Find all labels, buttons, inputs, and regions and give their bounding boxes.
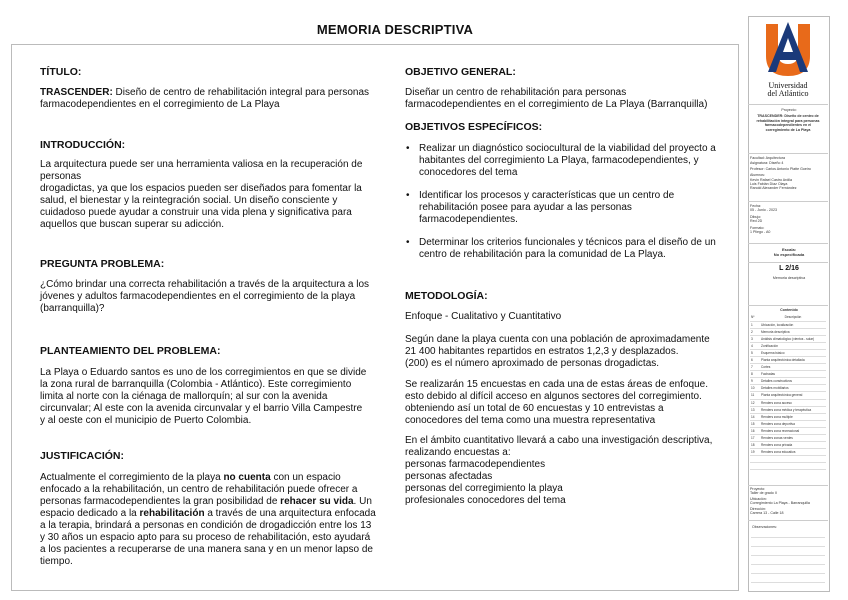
just-line: a los pacientes a recuperarse de una manera sana y en un menor lapso de [40,544,373,555]
escala-value: No especificada [773,252,805,257]
ubicacion-label: Ubicación: [750,496,767,501]
formato-label: Formato: [750,225,765,230]
contenido-description [760,463,826,470]
contenido-number: 6 [750,356,760,363]
just-text: . Un [353,496,372,507]
contenido-col-header: Descripción [760,314,826,321]
contenido-number: 16 [750,427,760,434]
intro-line: drogadictas, ya que los espacios pueden ser diseñados para fomentar la [40,183,362,194]
escala-label: Escala: [781,247,796,252]
info-line: Facultad: Arquitectura [750,156,785,160]
contenido-row [750,427,826,434]
metodologia-line: esto debido al difícil acceso en algunos sectores del corregimiento. [405,391,702,402]
contenido-description: Renders zona deportiva [760,420,826,427]
contenido-number: 7 [750,364,760,371]
just-text: espacio dedicado a la [40,508,140,519]
intro-line: La arquitectura puede ser una herramienta valiosa en la recuperación de [40,159,363,170]
metodologia-line: realizando encuestas a: [405,447,511,458]
contenido-description: Análisis climatológico (vientos - solar) [760,335,826,342]
just-bold: rehacer su vida [280,496,354,507]
metodologia-paragraph-2 [405,379,725,427]
contenido-description: Renders zona acceso [760,399,826,406]
contenido-row [750,342,826,349]
contenido-number: 17 [750,435,760,442]
contenido-number: 1 [750,321,760,328]
pregunta-line: (barranquilla)? [40,303,105,314]
observaciones-line [751,546,825,547]
contenido-table [750,314,826,470]
planteamiento-text [40,367,385,427]
objetivos-especificos-list [405,143,725,272]
contenido-description: Renders zona médica y terapéutica [760,406,826,413]
lamina-number: L 2/16 [779,265,799,272]
just-line: tiempo. [40,556,73,567]
metodologia-line: Se realizarán 15 encuestas en cada una de estas áreas de enfoque. [405,379,708,390]
contenido-number: 8 [750,371,760,378]
info-line: Asignatura: Diseño 4 [750,161,784,166]
info-line: Alumnos: [750,173,765,178]
observaciones-line [751,537,825,538]
intro-line: salud, el bienestar y la reintegración social. Un diseño consciente y [40,195,338,206]
metodologia-paragraph-3 [405,435,725,507]
just-line: a la terapia, brindará a personas en condición de drogadicción entre los 13 [40,520,372,531]
contenido-number: 12 [750,399,760,406]
ubicacion-value: Corregimiento La Playa - Barranquilla [750,501,810,506]
info-line: Luis Fabián Díaz Olaya [750,182,788,187]
proyecto-section [748,104,828,153]
contenido-row [750,385,826,392]
contenido-row [750,321,826,328]
objetivo-line: Diseñar un centro de rehabilitación para personas [405,87,627,98]
contenido-number: 10 [750,385,760,392]
justificacion-text [40,472,385,568]
titulo-heading: TÍTULO: [40,66,82,78]
just-bold: rehabilitación [139,508,205,519]
contenido-number: 9 [750,378,760,385]
contenido-description: Ubicación, localización [760,321,826,328]
contenido-row [750,435,826,442]
observaciones-line [751,573,825,574]
metodologia-line: Según dane la playa cuenta con una población de aproximadamente [405,334,710,345]
contenido-number: 15 [750,420,760,427]
contenido-description: Detalles constructivos [760,378,826,385]
observaciones-line [751,555,825,556]
contenido-number: 3 [750,335,760,342]
metodologia-line: personas farmacodependientes [405,459,546,470]
contenido-number [750,463,760,470]
contenido-row [750,442,826,449]
university-name-line: Universidad [768,81,808,90]
intro-line: aquellos que buscan superar su adicción. [40,219,225,230]
page-title: MEMORIA DESCRIPTIVA [316,22,474,37]
titulo-rest: Diseño de centro de rehabilitación integral para personas [112,87,370,98]
contenido-description: Renders zona privada [760,442,826,449]
contenido-number: 18 [750,442,760,449]
contenido-number: 13 [750,406,760,413]
contenido-row [750,413,826,420]
metodologia-subtitle: Enfoque - Cualitativo y Cuantitativo [405,311,562,322]
dibujo-value: Red 2D [750,219,763,224]
observaciones-line [751,582,825,583]
contenido-description: Planta arquitectónica detallada [760,356,826,363]
contenido-description: Fachadas [760,371,826,378]
university-name [748,82,828,98]
pregunta-text [40,279,385,315]
planteamiento-line: la zona rural de barranquilla (Colombia - Atlántico). Este corregimiento [40,379,352,390]
contenido-row [750,378,826,385]
contenido-row [750,349,826,356]
contenido-number: 5 [750,349,760,356]
objetivo-general-text [405,87,725,111]
fecha-value: 05 - Junio - 2023 [750,208,777,213]
contenido-row [750,420,826,427]
planteamiento-line: circunvalar; Al este con la avenida circunvalar y el barrio Villa Campestre [40,403,363,414]
ubicacion-section [748,485,828,520]
contenido-number: 2 [750,328,760,335]
escala-section [748,243,828,262]
objetivo-especifico-item: • Identificar los procesos y características que un centro de rehabilitación posee para ayudar a las personas farmacodependientes. [419,190,725,226]
justificacion-heading: JUSTIFICACIÓN: [40,450,124,462]
info-line: Profesor: Carlos Antonio Platte Goeiro [750,166,811,171]
contenido-row [750,356,826,363]
contenido-description: Cortes [760,364,826,371]
contenido-description: Renders zona educativa [760,449,826,456]
contenido-header-row [750,314,826,321]
intro-line: cuidadoso puede ayudar a construir una vida plena y significativa para [40,207,352,218]
metodologia-line: personas del corregimiento la playa [405,483,563,494]
contenido-col-header: Nº [750,314,760,321]
contenido-row [750,463,826,470]
introduccion-text [40,159,385,231]
metodologia-heading: METODOLOGÍA: [405,290,488,302]
just-text: personas farmacodependientes la gran posibilidad de [40,496,281,507]
just-line: y 30 años un espacio apto para su proceso de rehabilitación, esto ayudará [40,532,371,543]
contenido-description: Zonificación [760,342,826,349]
university-logo [762,20,814,80]
contenido-description: Renders zona multiple [760,413,826,420]
objetivo-line: farmacodependientes en el corregimiento de La Playa (Barranquilla) [405,99,708,110]
contenido-row [750,371,826,378]
contenido-number: 19 [750,449,760,456]
planteamiento-line: limita al norte con la ciénaga de mallorquín; al sur con la avenida [40,391,328,402]
contenido-row [750,335,826,342]
contenido-row [750,456,826,463]
contenido-description [760,456,826,463]
contenido-description: Detalles mobiliarios [760,385,826,392]
objetivos-especificos-heading: OBJETIVOS ESPECÍFICOS: [405,121,543,133]
just-text: con un espacio [270,472,341,483]
fecha-section [748,201,828,242]
contenido-row [750,328,826,335]
metodologia-line: En el ámbito cuantitativo llevará a cabo una investigación descriptiva, [405,435,713,446]
metodologia-line: profesionales conocedores del tema [405,495,566,506]
intro-line: personas [40,171,82,182]
contenido-row [750,406,826,413]
introduccion-heading: INTRODUCCIÓN: [40,139,126,151]
lamina-description: Memoria descriptiva [772,276,806,280]
fecha-label: Fecha: [750,204,761,208]
proyecto-label: Proyecto: [781,108,797,112]
objetivo-general-heading: OBJETIVO GENERAL: [405,66,516,78]
direccion-value: Carrera 13 - Calle 18 [750,511,784,516]
just-bold: no cuenta [223,472,271,483]
contenido-row [750,399,826,406]
planteamiento-heading: PLANTEAMIENTO DEL PROBLEMA: [40,345,221,357]
proyecto2-label: Proyecto: [750,487,766,491]
metodologia-line: obteniendo así un total de 60 encuestas y 10 entrevistas a [405,403,664,414]
info-section [748,153,828,196]
observaciones-line [751,564,825,565]
titulo-bold: TRASCENDER: [40,87,113,98]
proyecto-text: TRASCENDER: Diseño de centro de rehabilitación integral para personas farmacodependientes en el corregimiento de La Playa [756,114,820,132]
contenido-number: 4 [750,342,760,349]
contenido-row [750,364,826,371]
metodologia-paragraph-1 [405,334,725,370]
objetivo-especifico-item: • Realizar un diagnóstico sociocultural de la viabilidad del proyecto a habitantes del corregimiento La Playa, farmacodependientes, y conocedores del tema [419,143,725,179]
just-text: Actualmente el corregimiento de la playa [40,472,224,483]
contenido-description: Esquema básico [760,349,826,356]
proyecto2-value: Taller de grado II [750,491,777,496]
titulo-text [40,87,385,111]
contenido-description: Planta arquitectónica general [760,392,826,399]
contenido-number: 14 [750,413,760,420]
contenido-description: Renders zona recreacional [760,427,826,434]
titulo-line2: farmacodependientes en el corregimiento de La Playa [40,99,280,110]
pregunta-heading: PREGUNTA PROBLEMA: [40,258,165,270]
pregunta-line: ¿Cómo brindar una correcta rehabilitación a través de la arquitectura a los [40,279,370,290]
metodologia-line: (200) es el número aproximado de personas drogadictas. [405,358,660,369]
formato-value: 1 Pliego - A0 [750,230,771,235]
metodologia-line: 21 400 habitantes repartidos en estratos 1,2,3 y desplazados. [405,346,679,357]
university-name-line: del Atlántico [767,89,809,98]
metodologia-line: conocedores del tema como una muestra representativa [405,415,656,426]
dibujo-label: Dibujo: [750,214,762,219]
observaciones-label: Observaciones: [752,525,777,529]
contenido-number: 11 [750,392,760,399]
contenido-description: Renders zonas verdes [760,435,826,442]
planteamiento-line: y al oeste con el municipio de Puerto Colombia. [40,415,252,426]
metodologia-line: personas afectadas [405,471,493,482]
info-line: Kevin Rafael Castro Ardila [750,177,792,182]
contenido-number [750,456,760,463]
planteamiento-line: La Playa o Eduardo santos es uno de los corregimientos en que se divide [40,367,367,378]
contenido-row [750,449,826,456]
direccion-label: Dirección: [750,506,766,511]
contenido-section [748,305,828,486]
objetivo-especifico-item: • Determinar los criterios funcionales y técnicos para el diseño de un centro de rehabilitación para la comunidad de La Playa. [419,237,725,261]
info-line: Ranold Alexander Fernández [750,186,797,191]
pregunta-line: jóvenes y adultos farmacodependientes en el corregimiento de la playa [40,291,356,302]
lamina-section [748,262,828,303]
just-line: enfocado a la rehabilitación, un centro de rehabilitación puede ofrecer a [40,484,358,495]
just-text: a través de una arquitectura enfocada [204,508,376,519]
contenido-row [750,392,826,399]
contenido-description: Memoria descriptiva [760,328,826,335]
contenido-heading: Contenido [780,308,798,312]
